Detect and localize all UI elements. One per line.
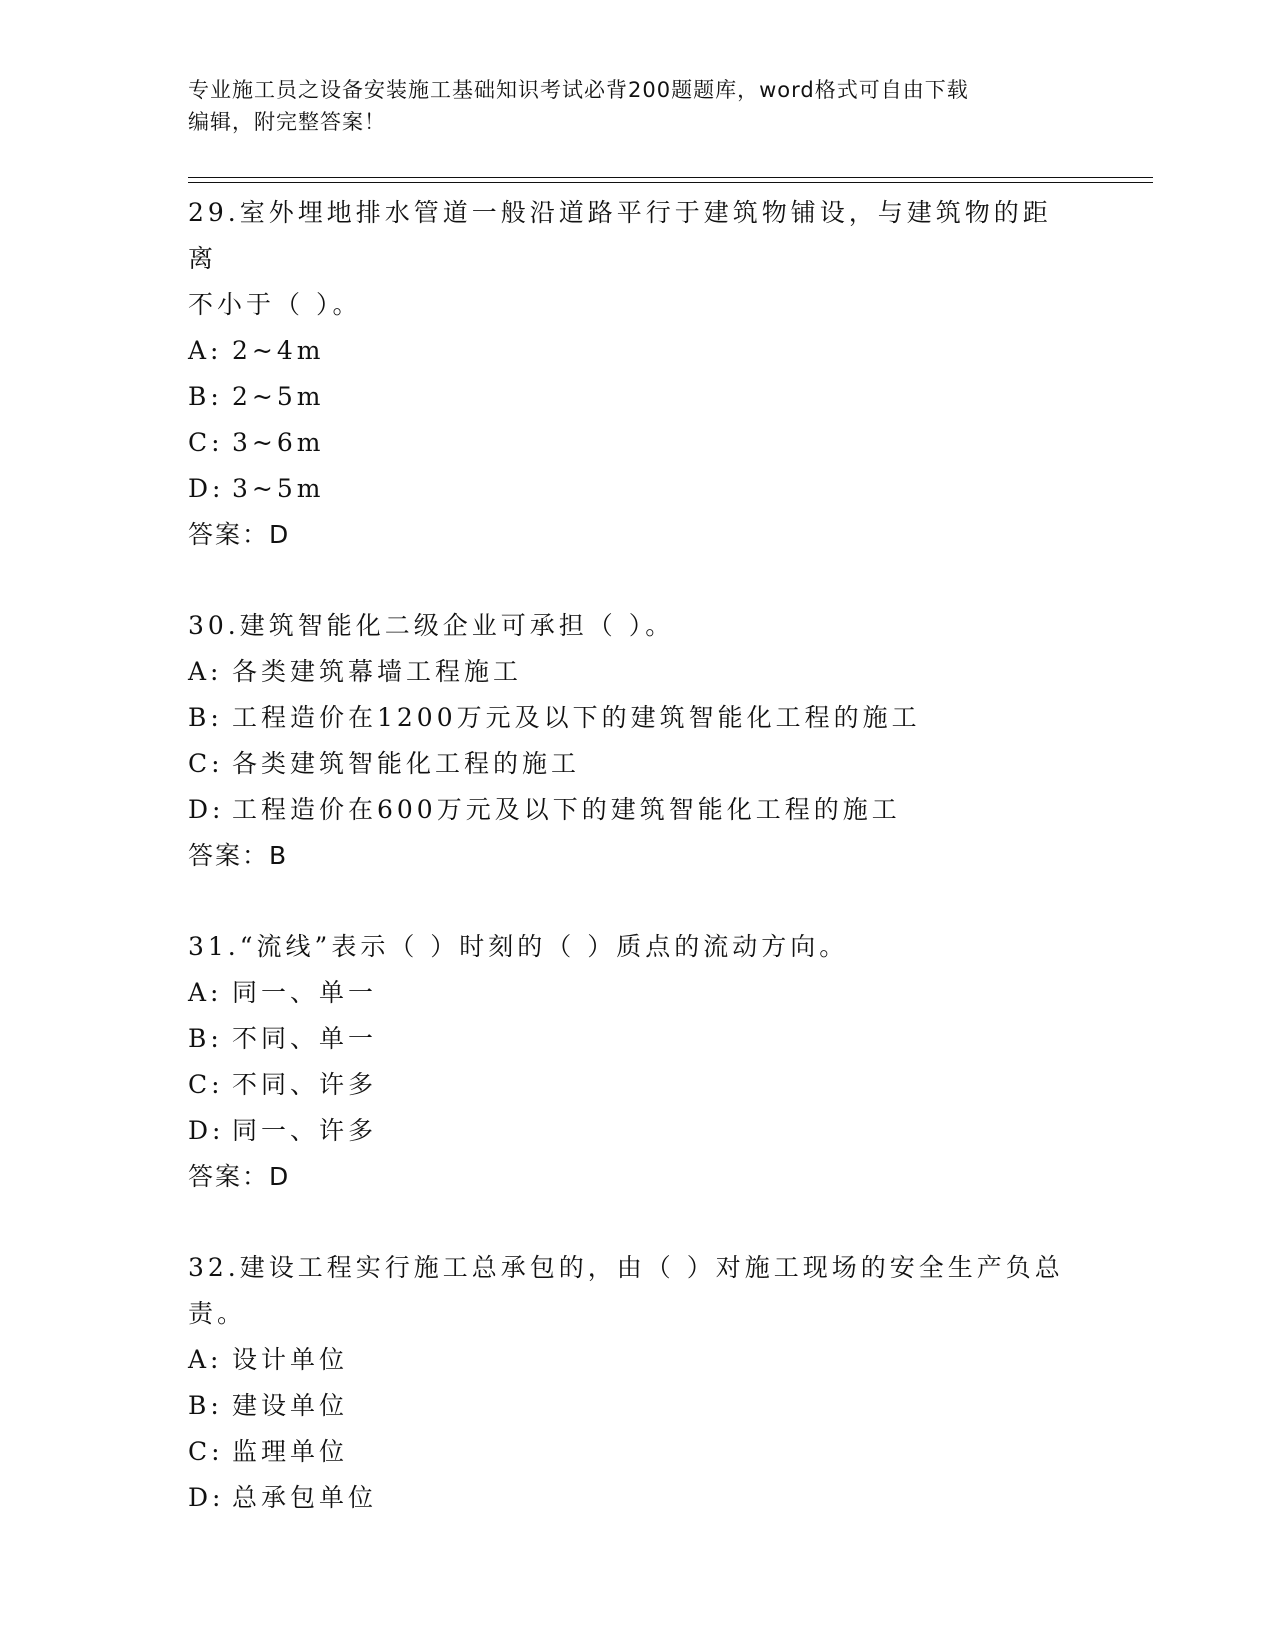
question-text-line: 30.建筑智能化二级企业可承担（ ）。 bbox=[188, 611, 675, 640]
option-text: 不同、单一 bbox=[232, 1024, 378, 1053]
option-a bbox=[188, 970, 1088, 1016]
option-text: 3~6m bbox=[232, 428, 325, 457]
question-30 bbox=[188, 603, 1088, 879]
option-key: C: bbox=[188, 1437, 224, 1466]
option-d bbox=[188, 466, 1088, 512]
question-text-line: 31.“流线”表示（ ）时刻的（ ）质点的流动方向。 bbox=[188, 932, 849, 961]
header-line-2: 编辑，附完整答案！ bbox=[188, 110, 386, 134]
option-text: 同一、单一 bbox=[232, 978, 378, 1007]
question-list bbox=[188, 190, 1088, 1521]
question-spacer bbox=[188, 1200, 1088, 1245]
option-text: 工程造价在1200万元及以下的建筑智能化工程的施工 bbox=[232, 703, 921, 732]
option-key: B: bbox=[188, 703, 223, 732]
header-line-1: 专业施工员之设备安装施工基础知识考试必背200题题库，word格式可自由下载 bbox=[188, 78, 969, 102]
question-text-line: 32.建设工程实行施工总承包的，由（ ）对施工现场的安全生产负总 bbox=[188, 1253, 1064, 1282]
option-c bbox=[188, 1429, 1088, 1475]
option-key: A: bbox=[188, 1345, 223, 1374]
option-text: 各类建筑幕墙工程施工 bbox=[232, 657, 523, 686]
answer-line: 答案：D bbox=[188, 1162, 291, 1191]
option-b bbox=[188, 695, 1088, 741]
option-b bbox=[188, 374, 1088, 420]
answer-line: 答案：D bbox=[188, 520, 291, 549]
option-text: 2~5m bbox=[232, 382, 325, 411]
option-text: 同一、许多 bbox=[232, 1116, 378, 1145]
header-divider-bottom bbox=[188, 182, 1153, 183]
option-a bbox=[188, 649, 1088, 695]
option-text: 各类建筑智能化工程的施工 bbox=[232, 749, 581, 778]
option-key: D: bbox=[188, 795, 225, 824]
document-header bbox=[188, 74, 1088, 138]
option-key: C: bbox=[188, 428, 224, 457]
option-c bbox=[188, 1062, 1088, 1108]
option-text: 建设单位 bbox=[232, 1391, 349, 1420]
option-text: 设计单位 bbox=[232, 1345, 349, 1374]
option-key: B: bbox=[188, 382, 223, 411]
question-29 bbox=[188, 190, 1088, 558]
option-key: D: bbox=[188, 474, 225, 503]
option-key: C: bbox=[188, 1070, 224, 1099]
option-c bbox=[188, 741, 1088, 787]
option-key: D: bbox=[188, 1116, 225, 1145]
option-b bbox=[188, 1383, 1088, 1429]
question-spacer bbox=[188, 558, 1088, 603]
answer-line: 答案：B bbox=[188, 841, 289, 870]
option-text: 3~5m bbox=[232, 474, 325, 503]
option-key: A: bbox=[188, 657, 223, 686]
option-key: B: bbox=[188, 1024, 223, 1053]
question-31 bbox=[188, 924, 1088, 1200]
option-text: 工程造价在600万元及以下的建筑智能化工程的施工 bbox=[232, 795, 901, 824]
option-c bbox=[188, 420, 1088, 466]
option-key: B: bbox=[188, 1391, 223, 1420]
option-a bbox=[188, 328, 1088, 374]
option-key: A: bbox=[188, 336, 223, 365]
option-text: 总承包单位 bbox=[232, 1483, 378, 1512]
question-text-line: 责。 bbox=[188, 1299, 247, 1328]
option-text: 2~4m bbox=[232, 336, 325, 365]
option-text: 不同、许多 bbox=[232, 1070, 378, 1099]
option-key: A: bbox=[188, 978, 223, 1007]
header-divider-top bbox=[188, 177, 1153, 178]
question-spacer bbox=[188, 879, 1088, 924]
question-text-line: 不小于（ ）。 bbox=[188, 290, 362, 319]
question-text-line: 29.室外埋地排水管道一般沿道路平行于建筑物铺设，与建筑物的距离 bbox=[188, 198, 1052, 273]
question-32 bbox=[188, 1245, 1088, 1521]
option-d bbox=[188, 787, 1088, 833]
option-key: C: bbox=[188, 749, 224, 778]
option-text: 监理单位 bbox=[232, 1437, 349, 1466]
option-b bbox=[188, 1016, 1088, 1062]
option-a bbox=[188, 1337, 1088, 1383]
option-key: D: bbox=[188, 1483, 225, 1512]
option-d bbox=[188, 1108, 1088, 1154]
option-d bbox=[188, 1475, 1088, 1521]
